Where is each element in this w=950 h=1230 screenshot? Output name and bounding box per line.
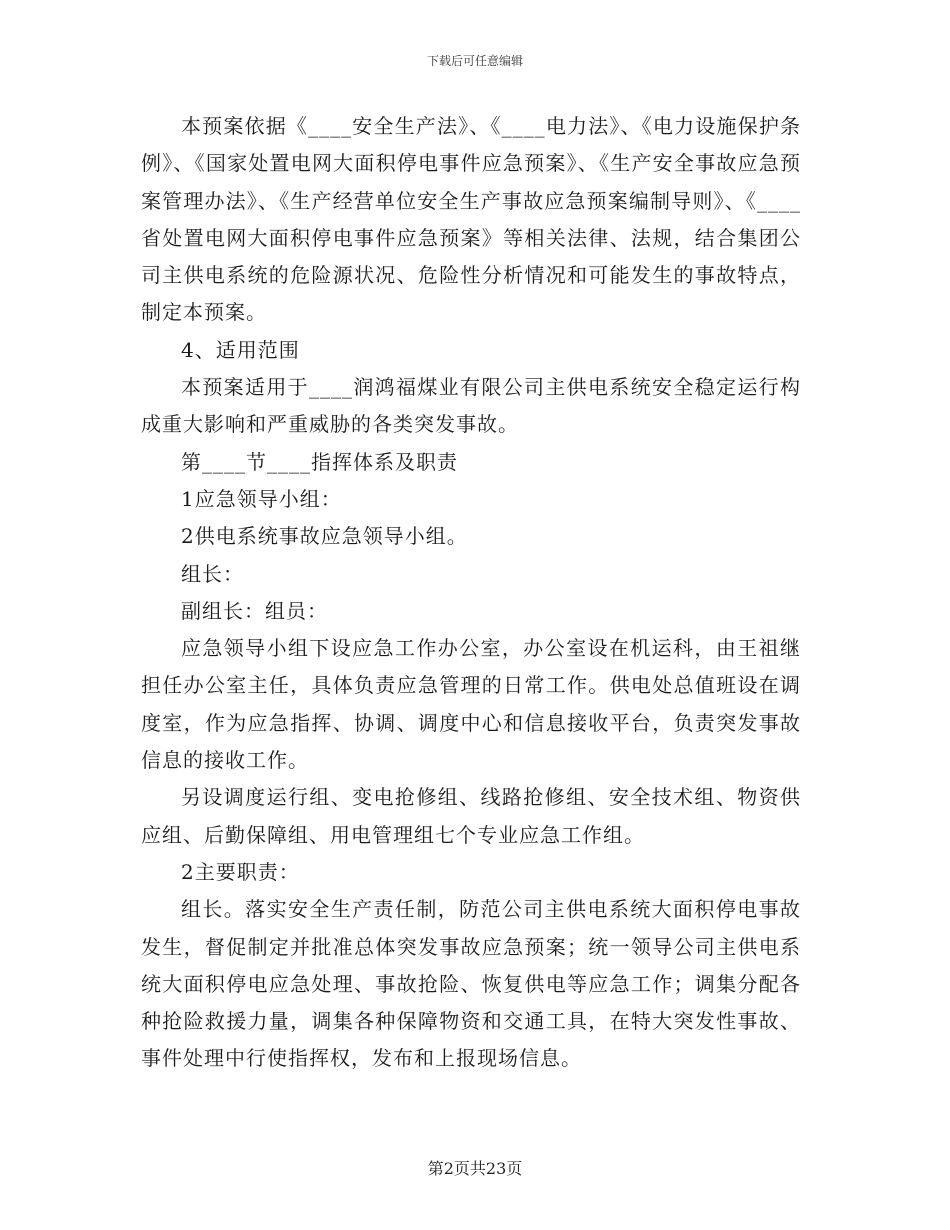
- item-deputy-leader-members: 副组长：组员：: [181, 598, 328, 623]
- item-group-leader: 组长：: [181, 561, 244, 586]
- item-emergency-leadership-group: 1应急领导小组：: [181, 486, 342, 511]
- page-number-footer: 第2页共23页: [427, 1159, 523, 1178]
- page-header: 下载后可任意编辑: [426, 54, 523, 68]
- paragraph-scope: 本预案适用于____润鸿福煤业有限公司主供电系统安全稳定运行构成重大影响和严重威胁的各类突发事故。: [141, 375, 801, 437]
- paragraph-legal-basis: 本预案依据《____安全生产法》、《____电力法》、《电力设施保护条例》、《国家处置电网大面积停电事件应急预案》、《生产安全事故应急预案管理办法》、《生产经营单位安全生产事故应急预案编制导则》、《____省处置电网大面积停电事件应急预案》等相关法律、法规，结合集团公司主供电系统的危险源状况、危险性分析情况和可能发生的事故特点，制定本预案。: [141, 114, 801, 325]
- document-body: [141, 108, 801, 1078]
- paragraph-working-groups: 另设调度运行组、变电抢修组、线路抢修组、安全技术组、物资供应组、后勤保障组、用电管理组七个专业应急工作组。: [141, 785, 801, 847]
- section-heading-scope: 4、适用范围: [181, 337, 300, 362]
- paragraph-emergency-office: 应急领导小组下设应急工作办公室，办公室设在机运科，由王祖继担任办公室主任，具体负责应急管理的日常工作。供电处总值班设在调度室，作为应急指挥、协调、调度中心和信息接收平台，负责突发事故信息的接收工作。: [141, 636, 801, 773]
- item-power-supply-leadership-group: 2供电系统事故应急领导小组。: [181, 524, 468, 549]
- section-heading-command-system: 第____节____指挥体系及职责: [181, 449, 458, 474]
- item-main-duties: 2主要职责：: [181, 859, 300, 884]
- paragraph-leader-duties: 组长。落实安全生产责任制，防范公司主供电系统大面积停电事故发生，督促制定并批准总体突发事故应急预案；统一领导公司主供电系统大面积停电应急处理、事故抢险、恢复供电等应急工作；调集分配各种抢险救援力量，调集各种保障物资和交通工具，在特大突发性事故、事件处理中行使指挥权，发布和上报现场信息。: [141, 897, 801, 1071]
